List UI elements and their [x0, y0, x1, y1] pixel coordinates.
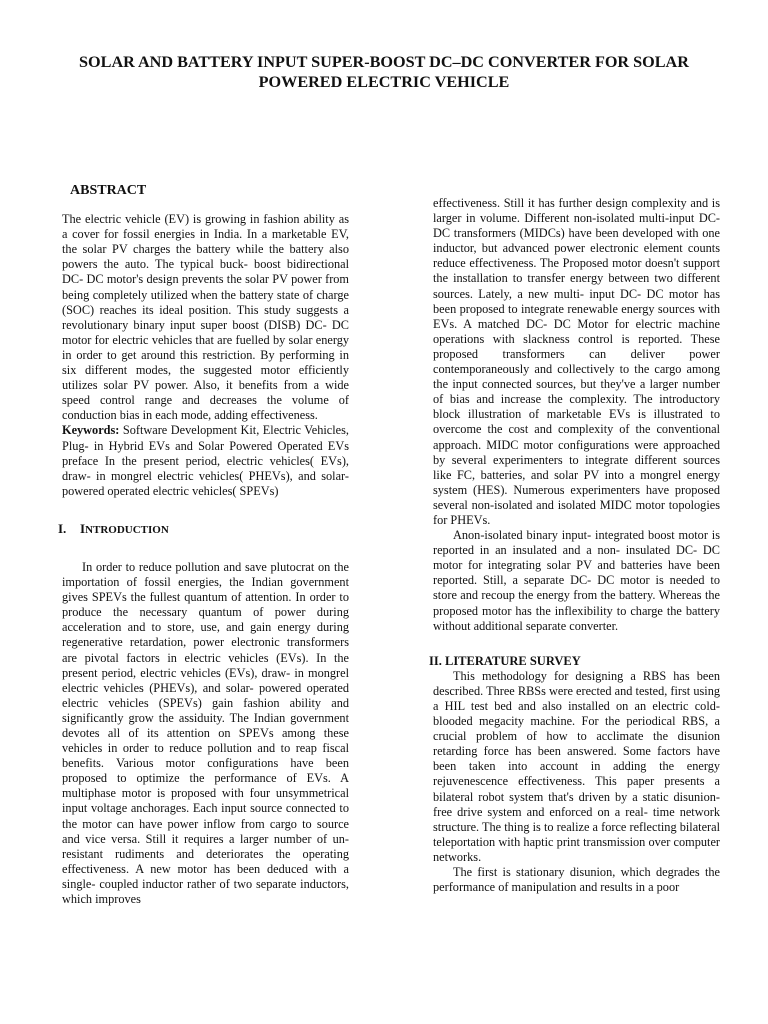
- title-line-1: SOLAR AND BATTERY INPUT SUPER-BOOST DC–DC CONVERTER FOR SOLAR: [79, 53, 689, 71]
- title-line-2: POWERED ELECTRIC VEHICLE: [258, 73, 510, 91]
- paper-title: [20, 52, 748, 92]
- introduction-heading-rest: NTRODUCTION: [85, 523, 169, 536]
- right-paragraph-2: Anon-isolated binary input- integrated boost motor is reported in an insulated and a non- insulated DC- DC motor for integrating solar PV and batteries have been reported. Still, a separate DC- DC motor is needed to store and recoup the energy from the battery. Whereas the proposed motor has the inflexibility to charge the battery without additional separate converter.: [433, 528, 720, 633]
- literature-survey-heading: II. LITERATURE SURVEY: [429, 653, 581, 668]
- introduction-heading: [58, 521, 349, 538]
- right-paragraph-1: effectiveness. Still it has further design complexity and is larger in volume. Different non-isolated multi-input DC- DC transformers (MIDCs) have been developed with one inductor, but advanced power electronic element counts reduce effectiveness. The Proposed motor doesn't support the installation to transfer energy between two different sources. Lately, a new multi- input DC- DC motor has been proposed to integrate renewable energy sources with EVs. A matched DC- DC Motor for electric machine operations with slackness control is reported. These proposed transformers can deliver power contemporaneously and collectively to the cargo among the input connected sources, but they've a larger number of bias and increase the complexity. The introductory block illustration of marketable EVs is illustrated to overcome the cost and complexity of the conventional approach. MIDC motor configurations were approached by several experimenters to integrate different sources like FC, batteries, and solar PV into a mongrel energy system (HES). Numerous experimenters have proposed several non-isolated and isolated MIDC motor topologies for PHEVs.: [433, 196, 720, 527]
- literature-paragraph-2: The first is stationary disunion, which degrades the performance of manipulation and results in a poor: [433, 865, 720, 895]
- abstract-heading: ABSTRACT: [70, 183, 147, 198]
- introduction-paragraph: In order to reduce pollution and save plutocrat on the importation of fossil energies, the Indian government gives SPEVs the fullest quantum of attention. In order to produce the necessary quantum of power during acceleration and to store, use, and gain energy during regenerative retardation, power electronic transformers are pivotal factors in electric vehicles (EVs). In the present period, electric vehicles (EVs), draw- in mongrel electric vehicles (PHEVs), and solar- powered operated electric vehicles (SPEVs) gain fashion ability and significantly grow the assiduity. The Indian government devotes all of its attention on SPEVs among these vehicles in order to reduce pollution and to reap fiscal benefits. Various motor configurations have been proposed to optimize the performance of EVs. A multiphase motor is proposed with four unsymmetrical input voltage anchorages. Each input source connected to the motor can have power inflow from cargo to source and vice versa. Still it requires a larger number of un-resistant rudiments and deteriorates the operating effectiveness. A new motor has been deduced with a single- coupled inductor rather of two separate inductors, which improves: [62, 559, 349, 907]
- keywords-text: Software Development Kit, Electric Vehicles, Plug- in Hybrid EVs and Solar Powered Operated EVs preface In the present period, electric vehicles( EVs), draw- in mongrel electric vehicles( PHEVs), and solar- powered operated electric vehicles( SPEVs): [62, 423, 349, 498]
- literature-paragraph-1: This methodology for designing a RBS has been described. Three RBSs were erected and tested, first using a HIL test bed and also installed on an electric cold-blooded megacity machine. For the periodical RBS, a crucial problem of how to acclimate the disunion retarding force has been answered. Some factors have been taken into account in adding the energy rejuvenescence effectiveness. This paper presents a bilateral robot system that's driven by a static disunion-free drive system and enforced on a real- time network structure. The thing is to realize a force reflecting bilateral teleportation with haptic print transmission over computer networks.: [433, 668, 720, 864]
- keywords: [62, 423, 349, 498]
- introduction-number: I.: [58, 520, 67, 536]
- introduction-heading-first: I: [80, 520, 86, 536]
- left-column: [58, 183, 349, 907]
- right-column: [429, 196, 720, 895]
- abstract-text: The electric vehicle (EV) is growing in fashion ability as a cover for fossil energies in India. In a marketable EV, the solar PV charges the battery while the battery also powers the auto. The typical buck- boost bidirectional DC- DC motor's design prevents the solar PV power from being completely utilized when the battery state of charge (SOC) reaches its ideal position. This study suggests a revolutionary binary input super boost (DISB) DC- DC motor for electric vehicles that are fuelled by solar energy in order to get around this restriction. By performing in six different modes, the suggested motor efficiently utilizes solar PV power. Also, it benefits from a wide speed control range and decreases the volume of conduction bias in each mode, adding effectiveness.: [62, 212, 349, 423]
- keywords-label: Keywords:: [62, 423, 120, 438]
